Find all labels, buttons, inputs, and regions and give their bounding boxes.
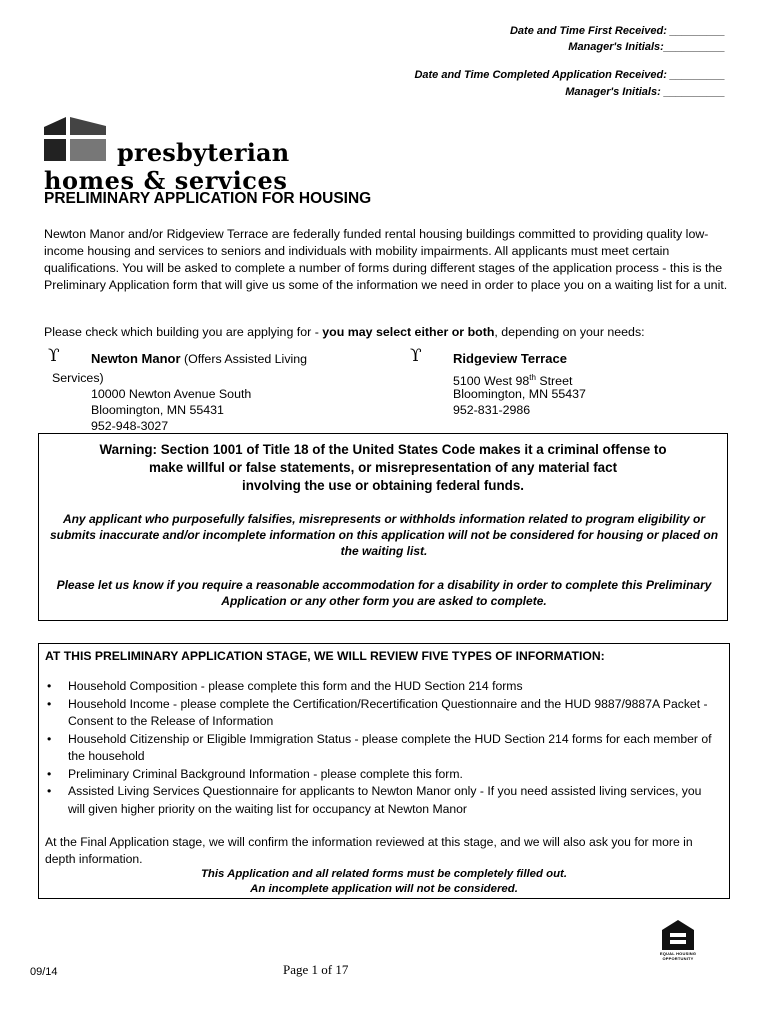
house-logo-icon xyxy=(44,117,108,161)
newton-manor-city: Bloomington, MN 55431 xyxy=(91,403,224,417)
federal-warning-box xyxy=(38,433,728,621)
address-street: 5100 West 98 xyxy=(453,374,530,389)
address-ordinal: th xyxy=(529,373,536,382)
checkbox-symbol-icon: ϒ xyxy=(410,346,422,366)
accommodation-notice: Please let us know if you require a reasonable accommodation for a disability in order to complete this Preliminary Application or any other form you are asked to complete. xyxy=(56,578,712,608)
ridgeview-terrace-name: Ridgeview Terrace xyxy=(453,351,567,366)
warning-heading xyxy=(39,441,727,495)
intro-paragraph: Newton Manor and/or Ridgeview Terrace are federally funded rental housing buildings committed to providing quality low-income housing and services to seniors and individuals with mobility impairments. All applicants must meet certain qualifications. You will be asked to complete a number of forms during different stages of the application process - this is the Preliminary Application form that will give us some of the information we need in order to place you on a waiting list for a unit. xyxy=(44,227,728,292)
organization-logo xyxy=(44,117,290,195)
date-completed-received: Date and Time Completed Application Received: _________ xyxy=(414,69,725,81)
prompt-bold-text: you may select either or both xyxy=(322,325,495,339)
ridgeview-terrace-checkbox[interactable] xyxy=(410,346,422,366)
review-information-box xyxy=(38,643,730,899)
manager-initials-1: Manager's Initials:__________ xyxy=(568,41,725,53)
list-item: • Household Composition - please complete this form and the HUD Section 214 forms xyxy=(45,678,721,696)
building-selection-prompt xyxy=(44,325,645,339)
list-item: • Assisted Living Services Questionnaire for applicants to Newton Manor only - If you need assisted living services, you will given higher priority on the waiting list for occupancy at Newton Manor xyxy=(45,783,721,818)
prompt-text: Please check which building you are applying for - xyxy=(44,325,323,339)
page-title: PRELIMINARY APPLICATION FOR HOUSING xyxy=(44,190,372,207)
completion-notice xyxy=(39,867,729,897)
list-item: • Household Citizenship or Eligible Immigration Status - please complete the HUD Section 214 forms for each member of the household xyxy=(45,731,721,766)
manager-initials-2: Manager's Initials: __________ xyxy=(565,86,725,98)
list-item: • Preliminary Criminal Background Information - please complete this form. xyxy=(45,766,721,784)
newton-manor-note: (Offers Assisted Living xyxy=(180,352,308,366)
date-first-received: Date and Time First Received: _________ xyxy=(509,25,725,37)
final-stage-paragraph: At the Final Application stage, we will confirm the information reviewed at this stage, and we will also ask you for more in depth information. xyxy=(45,835,693,866)
warning-heading-line2: make willful or false statements, or misrepresentation of any material fact xyxy=(148,460,618,475)
falsification-notice: Any applicant who purposefully falsifies, misrepresents or withholds information related to program eligibility or submits inaccurate and/or incomplete information on this application will not be considered for housing or placed on the waiting list. xyxy=(49,512,719,558)
newton-manor-heading xyxy=(91,351,307,368)
warning-heading-line1: Warning: Section 1001 of Title 18 of the United States Code makes it a criminal offense to xyxy=(99,442,667,457)
equal-housing-opportunity-icon xyxy=(660,918,696,962)
completion-notice-line2: An incomplete application will not be considered. xyxy=(250,883,518,895)
warning-heading-line3: involving the use or obtaining federal funds. xyxy=(242,478,524,493)
newton-manor-phone: 952-948-3027 xyxy=(91,419,169,433)
review-items-list xyxy=(45,678,721,818)
page-number: Page 1 of 17 xyxy=(283,962,349,977)
logo-text-line2: homes & services xyxy=(44,166,288,195)
completion-notice-line1: This Application and all related forms must be completely filled out. xyxy=(200,868,568,880)
review-heading: AT THIS PRELIMINARY APPLICATION STAGE, WE WILL REVIEW FIVE TYPES OF INFORMATION: xyxy=(45,649,605,663)
ridgeview-terrace-city: Bloomington, MN 55437 xyxy=(453,387,586,401)
newton-manor-note-cont: Services) xyxy=(52,371,104,385)
prompt-text-end: , depending on your needs: xyxy=(494,325,645,339)
newton-manor-checkbox[interactable] xyxy=(48,346,60,366)
list-item: • Household Income - please complete the Certification/Recertification Questionnaire and the HUD 9887/9887A Packet - Consent to the Release of Information xyxy=(45,696,721,731)
equal-housing-text: EQUAL HOUSING OPPORTUNITY xyxy=(659,951,697,961)
address-street-suffix: Street xyxy=(535,374,573,389)
checkbox-symbol-icon: ϒ xyxy=(48,346,60,366)
newton-manor-address: 10000 Newton Avenue South xyxy=(91,387,252,401)
logo-text-line1: presbyterian xyxy=(117,138,290,167)
newton-manor-name: Newton Manor xyxy=(91,351,181,366)
ridgeview-terrace-phone: 952-831-2986 xyxy=(453,403,531,417)
form-revision-date: 09/14 xyxy=(30,966,58,978)
